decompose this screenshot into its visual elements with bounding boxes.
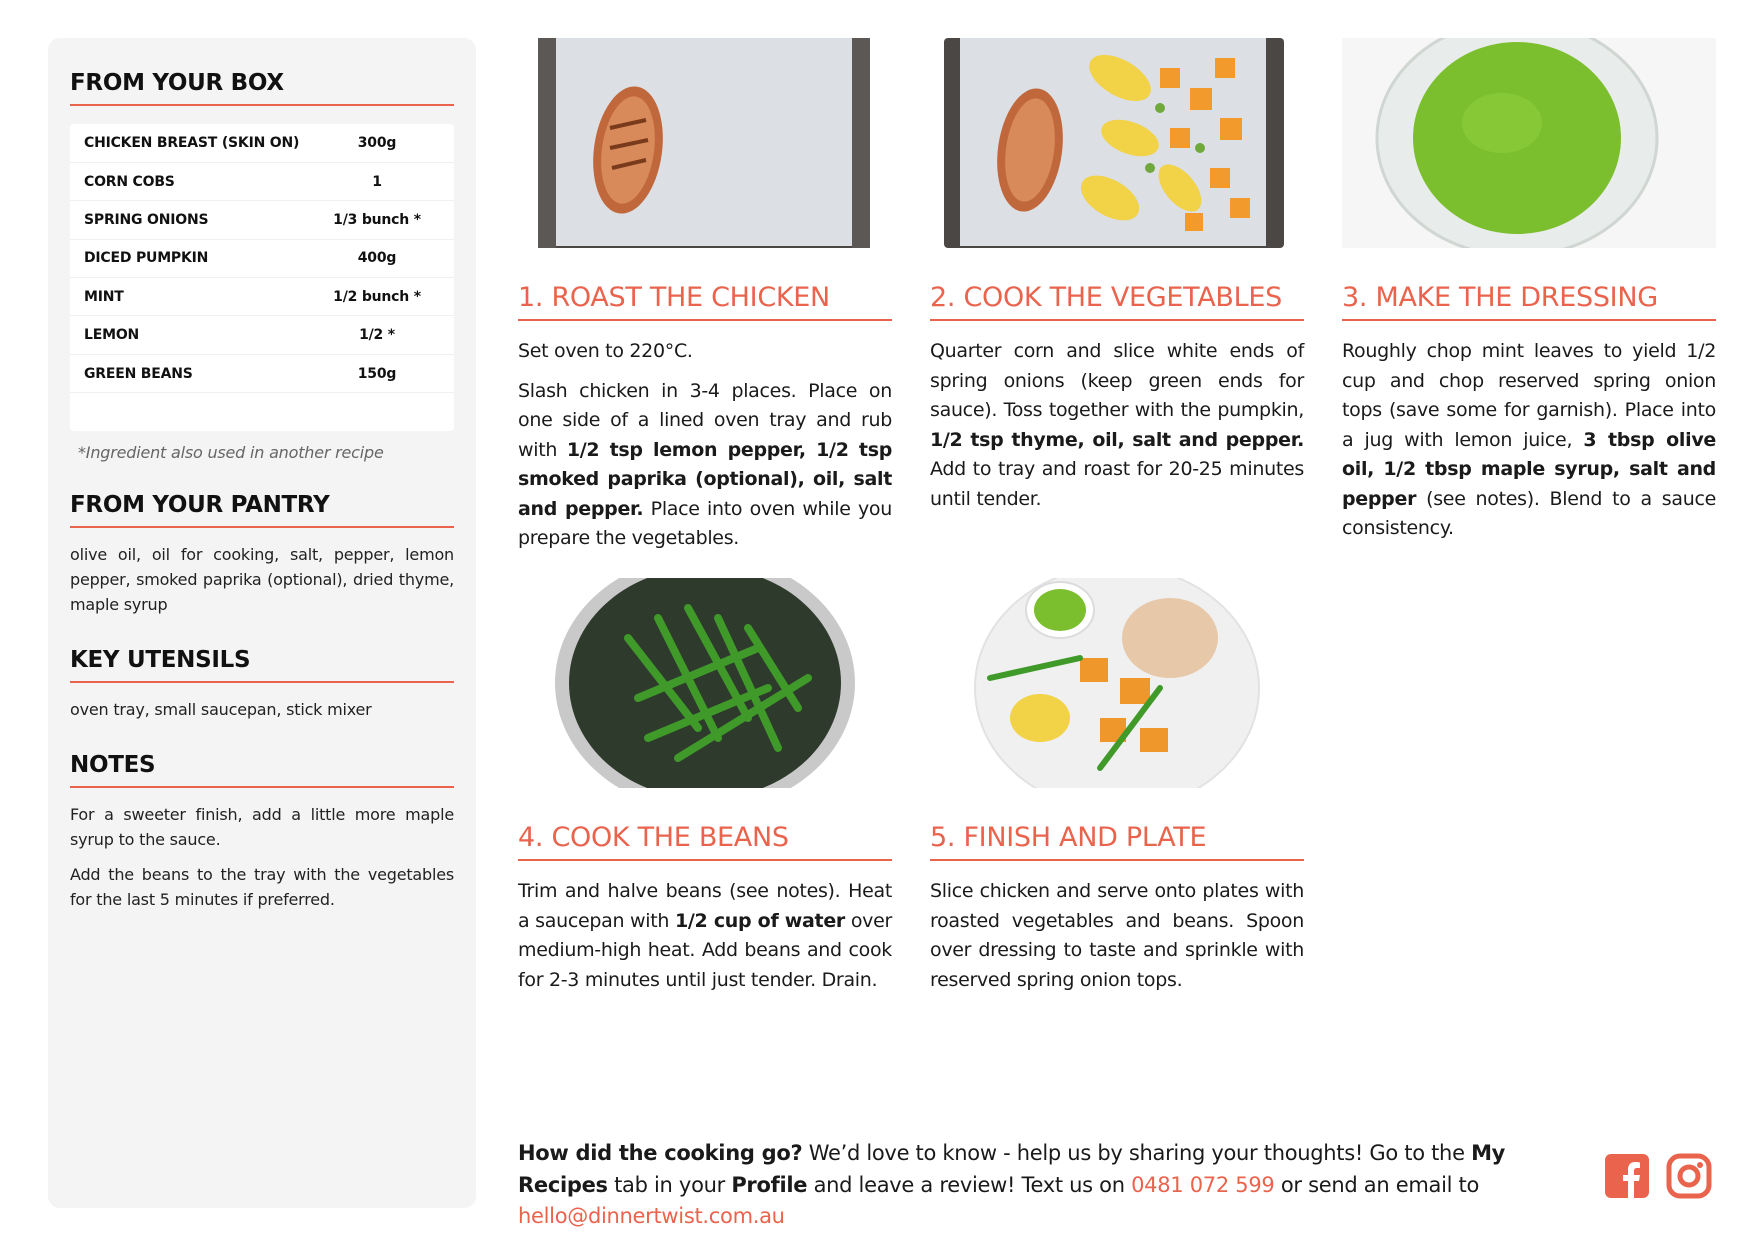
ingredient-qty: 300g bbox=[320, 124, 454, 162]
step-1-instructions bbox=[518, 337, 892, 554]
notes-section bbox=[70, 752, 454, 912]
ingredient-footnote: *Ingredient also used in another recipe bbox=[78, 442, 384, 462]
step-1 bbox=[518, 38, 892, 554]
ingredient-qty: 1/2 bunch * bbox=[320, 278, 454, 316]
step-1-title: 1. ROAST THE CHICKEN bbox=[518, 282, 892, 321]
note-text: For a sweeter finish, add a little more maple syrup to the sauce. bbox=[70, 804, 454, 849]
step-2-text: Quarter corn and slice white ends of spring onions (keep green ends for sauce). Toss together with the pumpkin, 1/2 tsp thyme, oil, salt and pepper. Add to tray and roast for 20-25 minutes until tender. bbox=[930, 340, 1304, 510]
step-2 bbox=[930, 38, 1304, 514]
table-row bbox=[70, 393, 454, 431]
step-3-instructions bbox=[1342, 337, 1716, 544]
step-2-instructions bbox=[930, 337, 1304, 514]
utensils-heading: KEY UTENSILS bbox=[70, 647, 454, 683]
ingredients-sidebar bbox=[48, 38, 476, 1208]
ingredient-name: SPRING ONIONS bbox=[70, 201, 320, 239]
step-1-photo-chicken-on-tray bbox=[518, 38, 892, 248]
step-2-title: 2. COOK THE VEGETABLES bbox=[930, 282, 1304, 321]
table-row bbox=[70, 278, 454, 316]
pantry-section bbox=[70, 492, 454, 617]
table-row bbox=[70, 124, 454, 162]
step-5-photo-finished-plate bbox=[930, 578, 1304, 788]
step-3-photo-green-dressing bbox=[1342, 38, 1716, 248]
note-text: Add the beans to the tray with the vegetables for the last 5 minutes if preferred. bbox=[70, 864, 454, 909]
feedback-footer: How did the cooking go? We’d love to know - help us by sharing your thoughts! Go to the My Recipes tab in your Profile and leave a review! Text us on 0481 072 599 or send an email to hello@dinnertwist.com.au bbox=[518, 1141, 1506, 1228]
table-row bbox=[70, 201, 454, 239]
my-recipes-link: My Recipes bbox=[518, 1141, 1506, 1197]
step-4-title: 4. COOK THE BEANS bbox=[518, 822, 892, 861]
step-4-text: Trim and halve beans (see notes). Heat a saucepan with 1/2 cup of water over medium-high heat. Add beans and cook for 2-3 minutes until just tender. Drain. bbox=[518, 880, 892, 991]
ingredient-qty: 1 bbox=[320, 162, 454, 200]
table-row bbox=[70, 162, 454, 200]
ingredient-qty: 1/3 bunch * bbox=[320, 201, 454, 239]
from-your-box-heading: FROM YOUR BOX bbox=[70, 70, 454, 106]
step-4 bbox=[518, 578, 892, 995]
ingredient-name: CHICKEN BREAST (SKIN ON) bbox=[70, 124, 320, 162]
step-5-instructions bbox=[930, 877, 1304, 995]
step-4-instructions bbox=[518, 877, 892, 995]
ingredient-name: CORN COBS bbox=[70, 162, 320, 200]
ingredients-table bbox=[70, 124, 454, 431]
step-3-title: 3. MAKE THE DRESSING bbox=[1342, 282, 1716, 321]
utensils-section bbox=[70, 647, 454, 722]
step-3-text: Roughly chop mint leaves to yield 1/2 cup and chop reserved spring onion tops (save some for garnish). Place into a jug with lemon juice, 3 tbsp olive oil, 1/2 tbsp maple syrup, salt and pepper (see notes). Blend to a sauce consistency. bbox=[1342, 340, 1716, 539]
step-1-text: Set oven to 220°C. bbox=[518, 340, 693, 362]
pantry-text: olive oil, oil for cooking, salt, pepper, lemon pepper, smoked paprika (optional), dried thyme, maple syrup bbox=[70, 544, 454, 614]
ingredient-qty: 150g bbox=[320, 354, 454, 392]
table-row bbox=[70, 354, 454, 392]
ingredient-qty: 400g bbox=[320, 239, 454, 277]
step-5-title: 5. FINISH AND PLATE bbox=[930, 822, 1304, 861]
facebook-icon[interactable] bbox=[1604, 1153, 1650, 1199]
notes-heading: NOTES bbox=[70, 752, 454, 788]
email-link[interactable]: hello@dinnertwist.com.au bbox=[518, 1204, 785, 1228]
step-5-text: Slice chicken and serve onto plates with roasted vegetables and beans. Spoon over dressing to taste and sprinkle with reserved spring onion tops. bbox=[930, 880, 1304, 991]
instagram-icon[interactable] bbox=[1666, 1153, 1712, 1199]
step-4-photo-beans-in-saucepan bbox=[518, 578, 892, 788]
ingredient-name: MINT bbox=[70, 278, 320, 316]
ingredient-name: LEMON bbox=[70, 316, 320, 354]
step-5 bbox=[930, 578, 1304, 995]
ingredient-name: GREEN BEANS bbox=[70, 354, 320, 392]
phone-link[interactable]: 0481 072 599 bbox=[1131, 1172, 1275, 1197]
ingredient-name: DICED PUMPKIN bbox=[70, 239, 320, 277]
ingredient-qty: 1/2 * bbox=[320, 316, 454, 354]
utensils-text: oven tray, small saucepan, stick mixer bbox=[70, 699, 372, 719]
table-row bbox=[70, 316, 454, 354]
step-2-photo-vegetables-on-tray bbox=[930, 38, 1304, 248]
pantry-heading: FROM YOUR PANTRY bbox=[70, 492, 454, 528]
step-1-text: Slash chicken in 3-4 places. Place on one side of a lined oven tray and rub with 1/2 tsp lemon pepper, 1/2 tsp smoked paprika (optional), oil, salt and pepper. Place into oven while you prepare the vegetables. bbox=[518, 379, 893, 549]
table-row bbox=[70, 239, 454, 277]
profile-link: Profile bbox=[731, 1172, 808, 1197]
step-3 bbox=[1342, 38, 1716, 544]
